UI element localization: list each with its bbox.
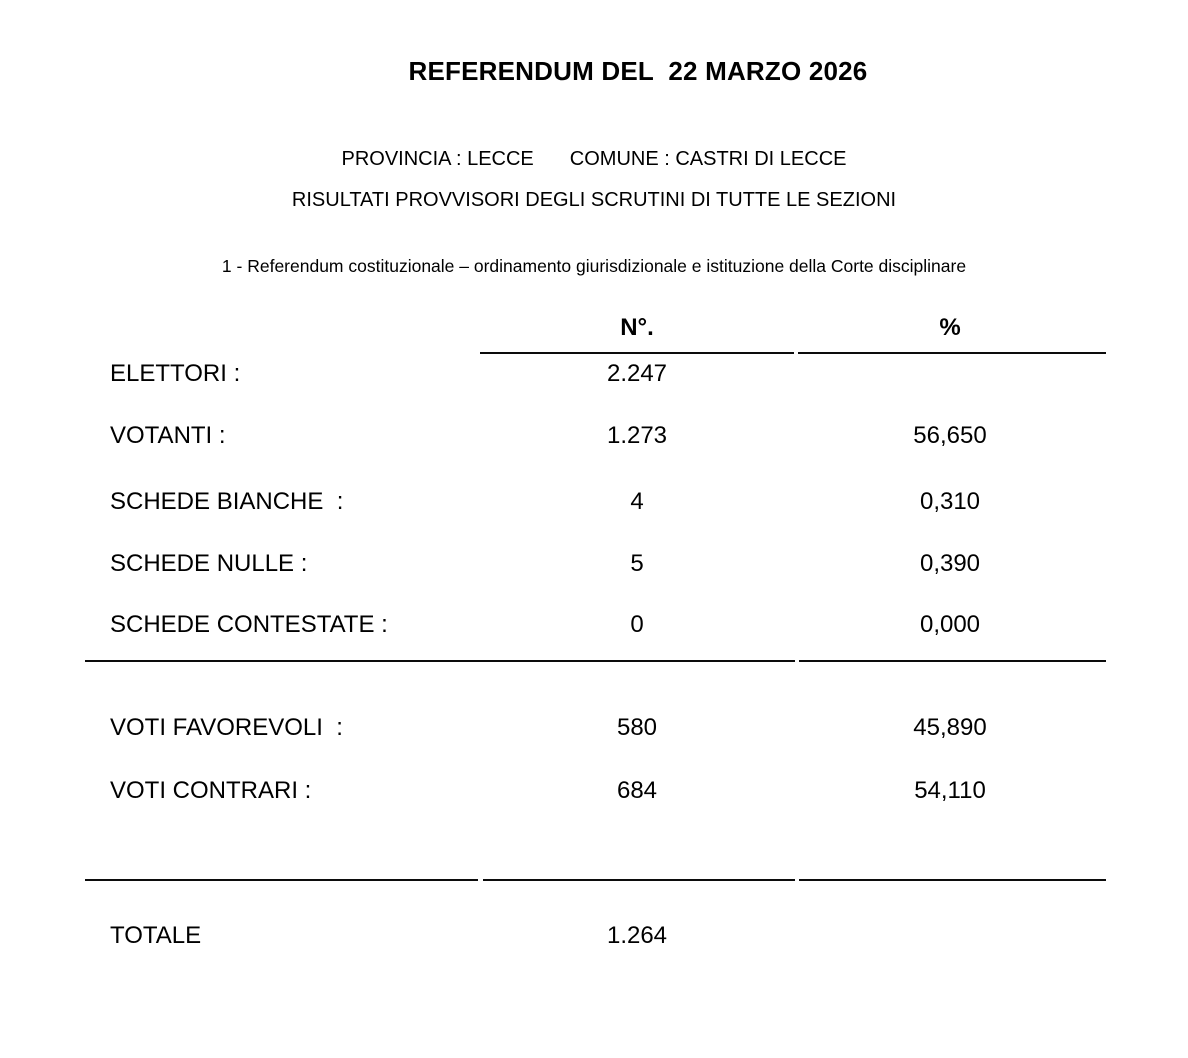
row-percent: 54,110 xyxy=(914,777,986,804)
table-row-schede-bianche xyxy=(85,489,1106,514)
total-number: 1.264 xyxy=(606,922,668,949)
header-spacer xyxy=(85,315,480,340)
table-header-row xyxy=(85,315,1106,340)
total-percent xyxy=(794,923,1106,948)
row-percent: 0,000 xyxy=(919,611,981,638)
row-label: SCHEDE CONTESTATE : xyxy=(110,611,388,638)
total-divider-label-col xyxy=(85,879,478,881)
row-label: SCHEDE BIANCHE : xyxy=(110,488,344,515)
row-number: 684 xyxy=(616,777,658,804)
row-label: SCHEDE NULLE : xyxy=(110,550,308,577)
row-percent xyxy=(794,361,1106,386)
comune-label: COMUNE : CASTRI DI LECCE xyxy=(569,148,847,170)
row-percent: 56,650 xyxy=(913,422,987,449)
table-row-voti-favorevoli xyxy=(85,715,1106,740)
row-label: VOTI CONTRARI : xyxy=(110,777,312,804)
province-label: PROVINCIA : LECCE xyxy=(341,148,534,170)
row-percent: 0,390 xyxy=(919,550,981,577)
section-divider-left xyxy=(85,660,795,662)
row-number: 4 xyxy=(630,488,644,515)
table-row-elettori xyxy=(85,361,1106,386)
header-rule-percent xyxy=(798,352,1106,354)
referendum-question: 1 - Referendum costituzionale – ordinamento giurisdizionale e istituzione della Corte disciplinare xyxy=(221,256,967,276)
table-row-schede-nulle xyxy=(85,551,1106,576)
row-label: ELETTORI : xyxy=(110,360,241,387)
total-divider-percent-col xyxy=(799,879,1106,881)
page-title: REFERENDUM DEL 22 MARZO 2026 xyxy=(408,56,868,86)
row-label: VOTANTI : xyxy=(110,422,226,449)
table-row-totale xyxy=(85,923,1106,948)
column-header-number: N°. xyxy=(620,314,654,341)
header-rule-number xyxy=(480,352,794,354)
row-number: 2.247 xyxy=(606,360,668,387)
column-header-percent: % xyxy=(939,314,961,341)
total-divider-number-col xyxy=(483,879,795,881)
table-row-votanti xyxy=(85,423,1106,448)
row-number: 5 xyxy=(630,550,644,577)
row-label: VOTI FAVOREVOLI : xyxy=(110,714,343,741)
section-divider-right xyxy=(799,660,1106,662)
row-number: 0 xyxy=(630,611,644,638)
row-percent: 45,890 xyxy=(913,714,987,741)
row-percent: 0,310 xyxy=(919,488,981,515)
total-label: TOTALE xyxy=(110,922,202,949)
row-number: 580 xyxy=(616,714,658,741)
table-row-voti-contrari xyxy=(85,778,1106,803)
row-number: 1.273 xyxy=(606,422,668,449)
table-row-schede-contestate xyxy=(85,612,1106,637)
results-subtitle: RISULTATI PROVVISORI DEGLI SCRUTINI DI TUTTE LE SEZIONI xyxy=(291,189,897,211)
location-line xyxy=(0,148,1188,171)
